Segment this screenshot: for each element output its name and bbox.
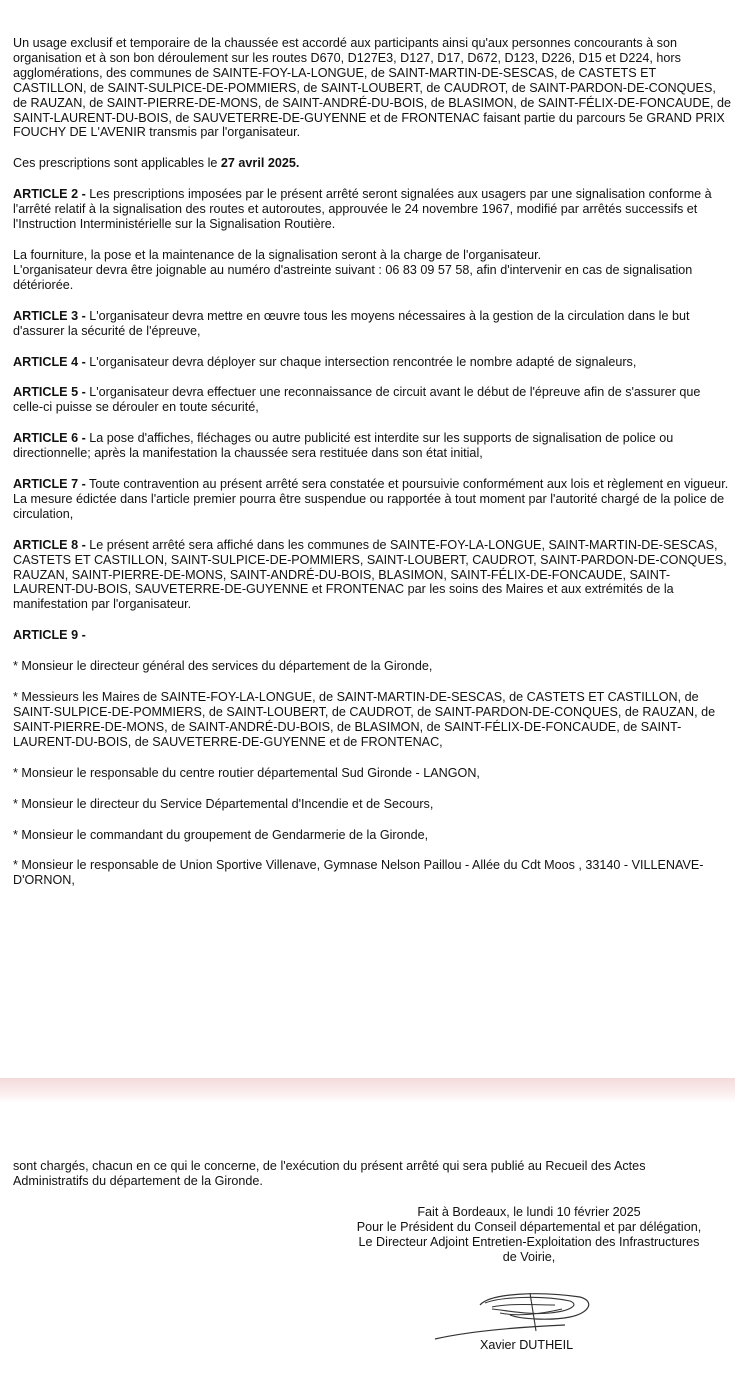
article5-paragraph [13, 385, 731, 415]
article2-paragraph [13, 187, 731, 232]
recipient-item: * Monsieur le responsable de Union Sportive Villenave, Gymnase Nelson Paillou - Allée du Cdt Moos , 33140 - VILLENAVE-D'ORNON, [13, 858, 704, 888]
article8-label: ARTICLE 8 - [13, 537, 86, 552]
article5-text: L'organisateur devra effectuer une reconnaissance de circuit avant le début de l'épreuve afin de s'assurer que celle-ci puisse se dérouler en toute sécurité, [13, 385, 701, 415]
closing-paragraph: sont chargés, chacun en ce qui le concerne, de l'exécution du présent arrêté qui sera publié au Recueil des Actes Administratifs du département de la Gironde. [13, 1159, 646, 1188]
article7-label: ARTICLE 7 - [13, 477, 86, 492]
article8-paragraph [13, 538, 731, 613]
delegation-line: Pour le Président du Conseil départemental et par délégation, [356, 1220, 702, 1234]
recipient-item: * Monsieur le responsable du centre routier départemental Sud Gironde - LANGON, [13, 765, 480, 780]
document-page-bottom [0, 1103, 735, 1393]
article9-label: ARTICLE 9 - [13, 628, 86, 643]
article7-paragraph [13, 477, 731, 522]
article4-text: L'organisateur devra déployer sur chaque intersection rencontrée le nombre adapté de signaleurs, [85, 354, 637, 369]
place-date: Fait à Bordeaux, le lundi 10 février 2025 [417, 1205, 641, 1219]
article5-label: ARTICLE 5 - [13, 385, 86, 400]
recipient-item: * Monsieur le directeur du Service Départemental d'Incendie et de Secours, [13, 796, 434, 811]
article7-text-2: La mesure édictée dans l'article premier pourra être suspendue ou rapportée à tout moment par l'autorité chargé de la police de circulation, [13, 491, 725, 521]
document-body [13, 36, 731, 904]
article3-paragraph [13, 309, 731, 339]
recipient-item: * Monsieur le directeur général des services du département de la Gironde, [13, 659, 433, 674]
applicability-date-paragraph [13, 156, 731, 171]
signature-block [335, 1205, 723, 1265]
page-break-divider [0, 1078, 735, 1103]
signer-name: Xavier DUTHEIL [480, 1338, 574, 1352]
signage-line-1: La fourniture, la pose et la maintenance de la signalisation seront à la charge de l'organisateur. [13, 247, 542, 262]
article8-text: Le présent arrêté sera affiché dans les communes de SAINTE-FOY-LA-LONGUE, SAINT-MARTIN-DE-SESCAS, CASTETS ET CASTILLON, SAINT-SULPICE-DE-POMMIERS, SAINT-LOUBERT, CAUDROT, SAINT-PARDON-DE-CONQUES, RAUZAN, SAINT-PIERRE-DE-MONS, SAINT-ANDRÉ-DU-BOIS, BLASIMON, SAINT-FÉLIX-DE-FONCAUDE, SAINT-LAURENT-DU-BOIS, SAUVETERRE-DE-GUYENNE et FRONTENAC par les soins des Maires et aux extrémités de la manifestation par l'organisateur. [13, 537, 727, 612]
article4-paragraph [13, 355, 731, 370]
article2-label: ARTICLE 2 - [13, 187, 86, 202]
signage-line-2: L'organisateur devra être joignable au numéro d'astreinte suivant : 06 83 09 57 58, afin d'intervenir en cas de signalisation détériorée. [13, 262, 693, 292]
recipient-item: * Messieurs les Maires de SAINTE-FOY-LA-LONGUE, de SAINT-MARTIN-DE-SESCAS, de CASTETS ET CASTILLON, de SAINT-SULPICE-DE-POMMIERS, de SAINT-LOUBERT, de CAUDROT, de SAINT-PARDON-DE-CONQUES, de RAUZAN, de SAINT-PIERRE-DE-MONS, de SAINT-ANDRÉ-DU-BOIS, de BLASIMON, de SAINT-FÉLIX-DE-FONCAUDE, de SAINT-LAURENT-DU-BOIS, de SAUVETERRE-DE-GUYENNE et de FRONTENAC, [13, 690, 716, 749]
applicability-date: 27 avril 2025. [220, 156, 300, 171]
article6-text: La pose d'affiches, fléchages ou autre publicité est interdite sur les supports de signalisation de police ou directionnelle; après la manifestation la chaussée sera restituée dans son état initial, [13, 431, 674, 461]
article4-label: ARTICLE 4 - [13, 354, 86, 369]
article6-label: ARTICLE 6 - [13, 431, 86, 446]
signage-paragraph [13, 248, 731, 293]
article6-paragraph [13, 431, 731, 461]
signer-title: Le Directeur Adjoint Entretien-Exploitation des Infrastructures [358, 1235, 700, 1249]
article1-continuation: Un usage exclusif et temporaire de la chaussée est accordé aux participants ainsi qu'aux personnes concourants à son organisation et à son bon déroulement sur les routes D670, D127E3, D127, D17, D672, D123, D226, D15 et D224, hors agglomérations, des communes de SAINTE-FOY-LA-LONGUE, de SAINT-MARTIN-DE-SESCAS, de CASTETS ET CASTILLON, de SAINT-SULPICE-DE-POMMIERS, de SAINT-LOUBERT, de CAUDROT, de SAINT-PARDON-DE-CONQUES, de RAUZAN, de SAINT-PIERRE-DE-MONS, de SAINT-ANDRÉ-DU-BOIS, de BLASIMON, de SAINT-FÉLIX-DE-FONCAUDE, de SAINT-LAURENT-DU-BOIS, de SAUVETERRE-DE-GUYENNE et de FRONTENAC faisant partie du parcours 5e GRAND PRIX FOUCHY DE L'AVENIR transmis par l'organisateur. [13, 36, 732, 140]
date-line-prefix: Ces prescriptions sont applicables le [13, 156, 221, 171]
article3-text: L'organisateur devra mettre en œuvre tous les moyens nécessaires à la gestion de la circulation dans le but d'assurer la sécurité de l'épreuve, [13, 308, 690, 338]
signer-title-cont: de Voirie, [502, 1250, 556, 1264]
article3-label: ARTICLE 3 - [13, 308, 86, 323]
article7-text: Toute contravention au présent arrêté sera constatée et poursuivie conformément aux lois et règlement en vigueur. [85, 477, 729, 492]
recipient-item: * Monsieur le commandant du groupement de Gendarmerie de la Gironde, [13, 827, 429, 842]
article2-text: Les prescriptions imposées par le présent arrêté seront signalées aux usagers par une signalisation conforme à l'arrêté relatif à la signalisation des routes et autoroutes, approuvée le 24 novembre 1967, modifié par arrêtés successifs et l'Instruction Interministérielle sur la Signalisation Routière. [13, 187, 712, 232]
